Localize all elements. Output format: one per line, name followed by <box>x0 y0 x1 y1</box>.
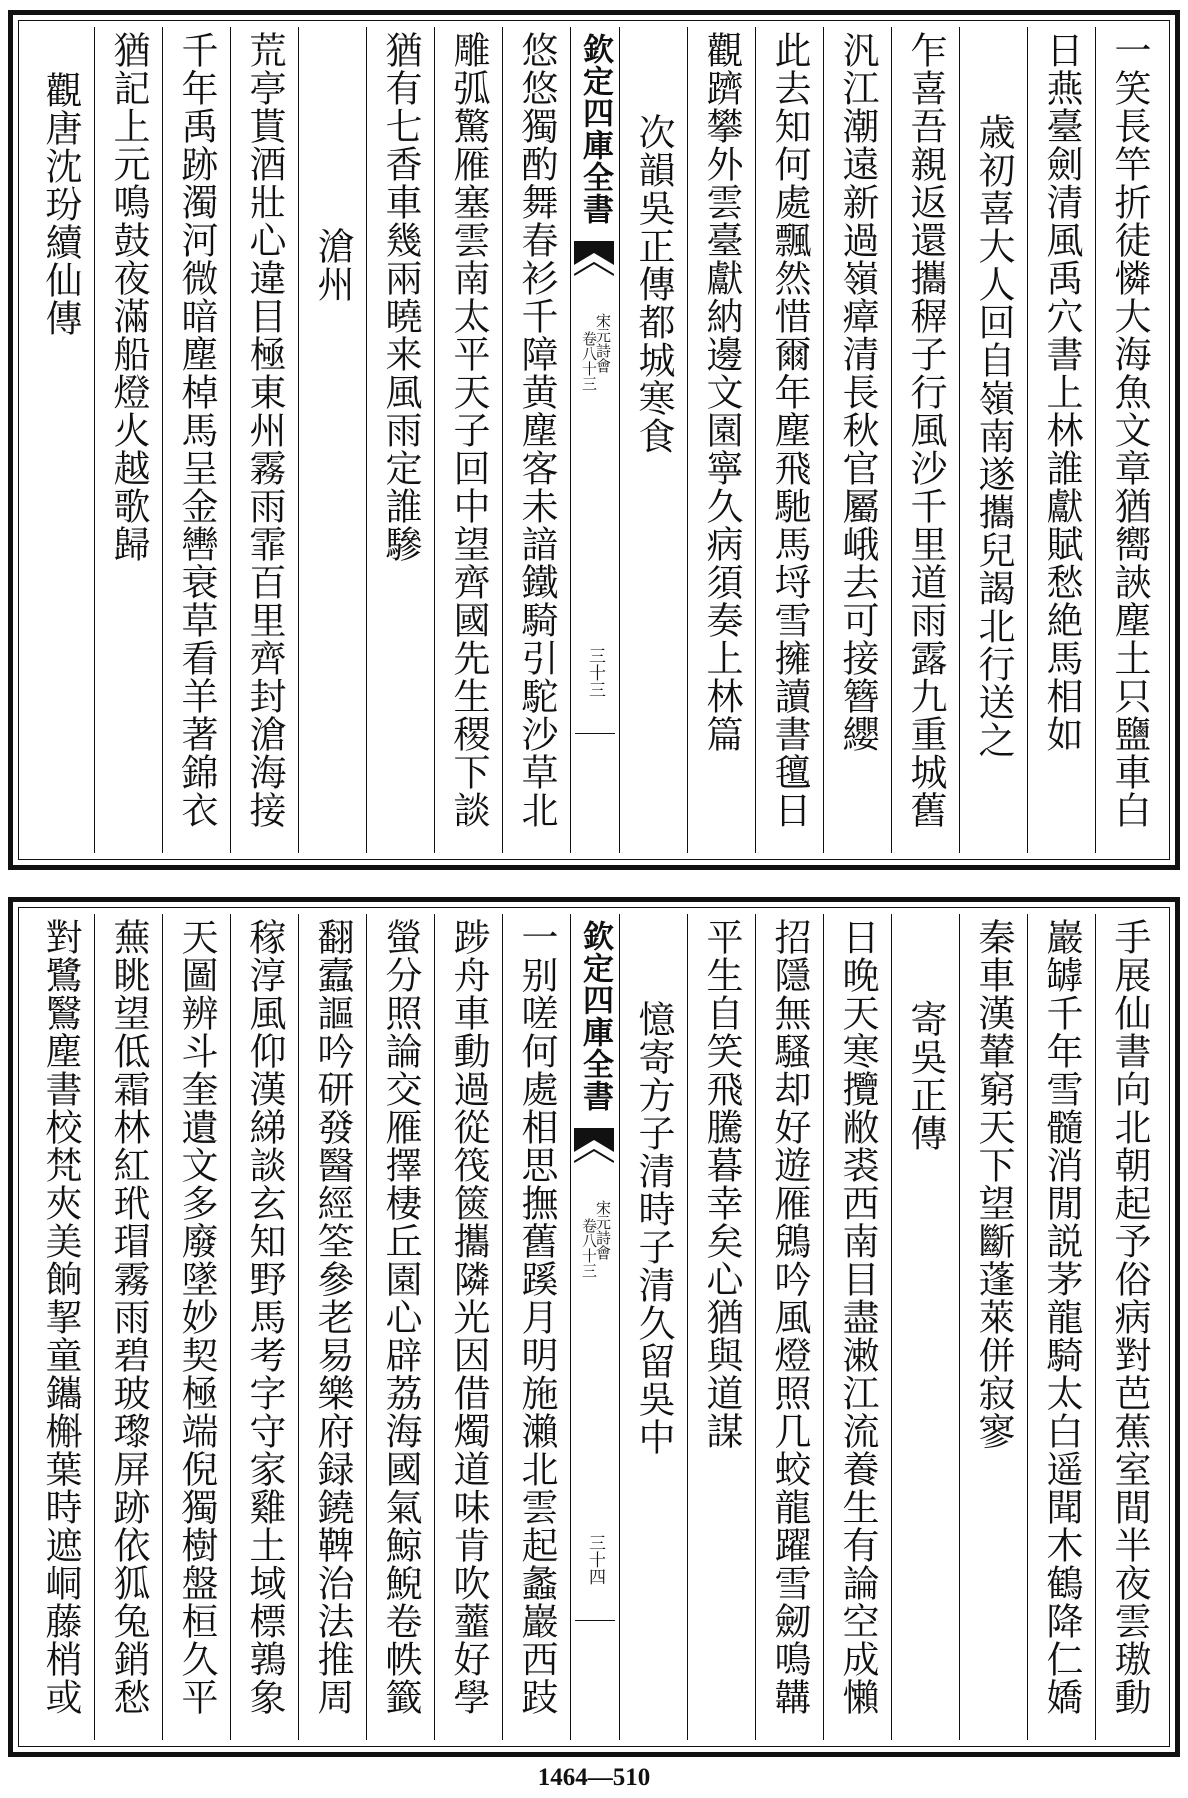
column-text: 日燕臺劍清風禹穴書上林誰獻賦愁絶馬相如 <box>1040 31 1083 753</box>
column-text: 手展仙書向北朝起予俗病對芭蕉室間半夜雲璈動 <box>1108 918 1151 1716</box>
volume-number: 卷八十三 <box>580 1218 598 1278</box>
text-column <box>230 914 298 1740</box>
book-title: 欽定四庫全書 <box>577 33 613 225</box>
text-column <box>298 914 366 1740</box>
fishtail-mark-icon <box>574 241 614 285</box>
text-column <box>26 27 94 853</box>
column-text: 天圖辨斗奎遺文多廢墜妙契極端倪獨樹盤桓久平 <box>175 918 218 1716</box>
text-column <box>94 27 162 853</box>
column-text: 稼淳風仰漢綈談玄知野馬考字守家雞土域標鶉象 <box>243 918 286 1716</box>
column-text: 對鷺鷖塵書校梵夾美餉挈童鑴槲葉時遮峒藤梢或 <box>39 918 82 1716</box>
text-column <box>891 27 959 853</box>
volume-label <box>577 1200 613 1340</box>
column-text: 滄州 <box>311 227 354 303</box>
text-column <box>26 914 94 1740</box>
column-text: 日晚天寒攬敝裘西南目盡潄江流養生有論空成懶 <box>836 918 879 1716</box>
text-column <box>434 27 502 853</box>
text-column <box>823 914 891 1740</box>
column-text: 觀唐沈玢續仙傳 <box>39 71 82 337</box>
text-column <box>687 914 755 1740</box>
column-text: 此去知何處飄然惜爾年塵飛馳馬埒雪擁讀書氊日 <box>768 31 811 829</box>
text-column <box>1095 27 1163 853</box>
column-text: 雕弧驚雁塞雲南太平天子回中望齊國先生稷下談 <box>447 31 490 829</box>
fishtail-mark-icon <box>574 1128 614 1172</box>
text-column <box>959 914 1027 1740</box>
volume-number: 卷八十三 <box>580 331 598 391</box>
folio-rule <box>575 1620 615 1621</box>
column-text: 踄舟車動過從筏篋攜隣光因借燭道味肯吹虀好學 <box>447 918 490 1716</box>
folio-number: 三十三 <box>585 647 605 698</box>
text-column <box>959 27 1027 853</box>
collection-name: 宋元詩會 <box>594 313 612 373</box>
lower-page <box>8 897 1180 1757</box>
column-text: 蕪眺望低霜林紅玳瑁霧雨碧玻瓈屏跡依狐兔銷愁 <box>107 918 150 1716</box>
column-text: 平生自笑飛騰暮幸矣心猶與道謀 <box>700 918 743 1450</box>
text-column <box>162 914 230 1740</box>
column-text: 寄吳正傳 <box>904 1000 947 1152</box>
text-column <box>619 27 687 853</box>
volume-label <box>577 313 613 453</box>
column-text: 猶有七香車幾兩曉来風雨定誰驂 <box>379 31 422 563</box>
column-text: 招隱無騷却好遊雁鶂吟風燈照几蛟龍躍雪劒鳴韝 <box>768 918 811 1716</box>
text-column <box>434 914 502 1740</box>
text-column <box>94 914 162 1740</box>
column-text: 秦車漢輦窮天下望斷蓬萊併寂寥 <box>972 918 1015 1450</box>
column-text: 歳初喜大人回自嶺南遂攜兒謁北行送之 <box>972 113 1015 759</box>
column-text: 螢分照論交雁擇棲丘園心辟荔海國氣鯨鯢卷帙籤 <box>379 918 422 1716</box>
text-column <box>366 914 434 1740</box>
column-text: 千年禹跡濁河微暗塵棹馬呈金轡衰草看羊著錦衣 <box>175 31 218 829</box>
column-text: 悠悠獨酌舞春衫千障黄塵客未諳鐵騎引駝沙草北 <box>515 31 558 829</box>
center-fold-strip <box>570 27 619 853</box>
column-text: 觀躋攀外雲臺獻納邊文園寧久病須奏上林篇 <box>700 31 743 753</box>
text-column <box>298 27 366 853</box>
text-column <box>230 27 298 853</box>
column-text: 憶寄方子清時子清久留吳中 <box>632 1000 675 1456</box>
text-column <box>502 27 570 853</box>
folio-rule <box>575 733 615 734</box>
column-text: 一笑長竿折徒憐大海魚文章猶嚮䛟塵土只鹽車白 <box>1108 31 1151 829</box>
text-column <box>755 27 823 853</box>
column-text: 猶記上元鳴鼓夜滿船燈火越歌歸 <box>107 31 150 563</box>
text-column <box>1095 914 1163 1740</box>
text-column <box>755 914 823 1740</box>
text-column <box>619 914 687 1740</box>
text-column <box>162 27 230 853</box>
text-column <box>366 27 434 853</box>
page-footer-number: 1464—510 <box>537 1764 651 1791</box>
column-text: 一别嗟何處相思撫舊蹊月明施瀨北雲起蠡巖西跂 <box>515 918 558 1716</box>
text-column <box>1027 914 1095 1740</box>
collection-name: 宋元詩會 <box>594 1200 612 1260</box>
column-text: 荒亭貰酒壯心違目極東州霧雨霏百里齊封滄海接 <box>243 31 286 829</box>
text-column <box>891 914 959 1740</box>
text-column <box>1027 27 1095 853</box>
book-title: 欽定四庫全書 <box>577 920 613 1112</box>
column-text: 乍喜吾親返還攜稺子行風沙千里道雨露九重城舊 <box>904 31 947 829</box>
folio-number: 三十四 <box>585 1534 605 1585</box>
upper-page-columns <box>25 27 1163 853</box>
column-text: 次韻吳正傳都城寒食 <box>632 113 675 455</box>
column-text: 巖罅千年雪髓消閒説茅龍騎太白遥聞木鶴降仁嬌 <box>1040 918 1083 1716</box>
column-text: 翻蠧謳吟研發醫經筌參老易樂府録鐃鞞治法推周 <box>311 918 354 1716</box>
text-column <box>823 27 891 853</box>
column-text: 汎江潮遠新過嶺瘴清長秋官屬峨去可接簪纓 <box>836 31 879 753</box>
lower-page-columns <box>25 914 1163 1740</box>
center-fold-strip <box>570 914 619 1740</box>
upper-page <box>8 10 1180 870</box>
text-column <box>502 914 570 1740</box>
text-column <box>687 27 755 853</box>
